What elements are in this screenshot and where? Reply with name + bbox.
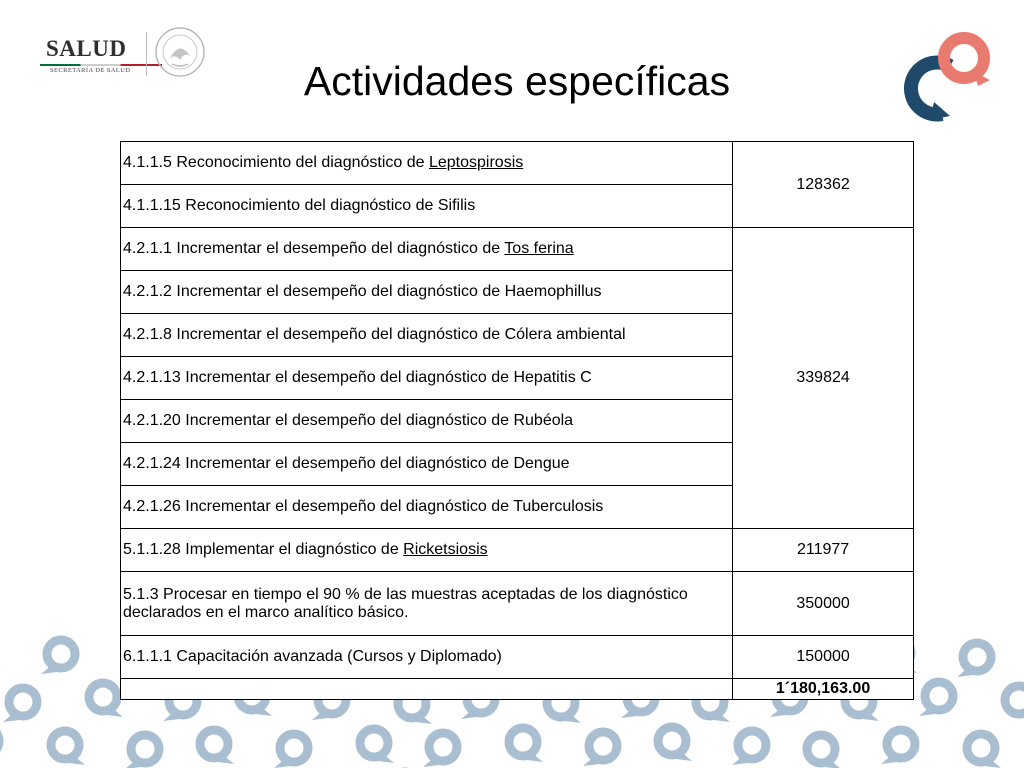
table-row — [121, 529, 914, 572]
activity-text: 4.2.1.2 Incrementar el desempeño del diagnóstico de Haemophillus — [123, 283, 602, 300]
pattern-ring-icon — [200, 730, 234, 764]
activity-cell — [121, 572, 733, 636]
table-row — [121, 572, 914, 636]
activity-underlined-term: Ricketsiosis — [403, 541, 488, 558]
activity-cell — [121, 185, 733, 228]
activity-cell — [121, 443, 733, 486]
amount-cell: 339824 — [733, 228, 914, 529]
pattern-ring-icon — [807, 735, 841, 768]
amount-cell: 211977 — [733, 529, 914, 572]
activity-text: 5.1.1.28 Implementar el diagnóstico de — [123, 541, 404, 558]
activity-cell — [121, 271, 733, 314]
activity-underlined-term: Leptospirosis — [428, 154, 524, 171]
table-row — [121, 636, 914, 679]
pattern-ring-icon — [881, 730, 915, 764]
total-row — [121, 679, 914, 700]
pattern-ring-icon — [957, 643, 991, 677]
pattern-ring-icon — [0, 636, 1, 670]
amount-cell: 128362 — [733, 142, 914, 228]
amount-cell: 350000 — [733, 572, 914, 636]
table-row — [121, 228, 914, 271]
activity-cell — [121, 228, 733, 271]
pattern-ring-icon — [732, 731, 766, 765]
activity-cell — [121, 400, 733, 443]
activity-text: 4.1.1.5 Reconocimiento del diagnóstico de — [123, 154, 429, 171]
pattern-ring-icon — [51, 731, 85, 765]
pattern-ring-icon — [274, 734, 308, 768]
total-label-cell — [121, 679, 733, 700]
activity-text: 4.2.1.8 Incrementar el desempeño del diagnóstico de Cólera ambiental — [123, 326, 626, 343]
activity-text: 4.1.1.15 Reconocimiento del diagnóstico de Sifilis — [123, 197, 476, 214]
pattern-ring-icon — [658, 727, 692, 761]
pattern-ring-icon — [89, 683, 123, 717]
activity-underlined-term: Tos ferina — [504, 240, 574, 257]
pattern-ring-icon — [509, 728, 543, 762]
activities-table — [120, 141, 914, 700]
pattern-ring-icon — [583, 732, 617, 766]
page-title: Actividades específicas — [303, 58, 731, 104]
pattern-ring-icon — [125, 735, 159, 768]
activity-text: 4.2.1.1 Incrementar el desempeño del diagnóstico de — [123, 240, 505, 257]
activity-text: 5.1.3 Procesar en tiempo el 90 % de las muestras aceptadas de los diagnóstico declarados en el marco analítico básico. — [123, 585, 688, 621]
activity-cell — [121, 529, 733, 572]
logo-name: SALUD — [46, 36, 127, 61]
activity-text: 4.2.1.20 Incrementar el desempeño del diagnóstico de Rubéola — [123, 412, 574, 429]
pattern-ring-icon — [423, 733, 457, 767]
activity-text: 6.1.1.1 Capacitación avanzada (Cursos y Diplomado) — [123, 648, 502, 665]
activity-cell — [121, 142, 733, 185]
activity-cell — [121, 314, 733, 357]
pattern-ring-icon — [360, 729, 394, 763]
activity-cell — [121, 357, 733, 400]
activity-cell — [121, 636, 733, 679]
activity-text: 4.2.1.24 Incrementar el desempeño del diagnóstico de Dengue — [123, 455, 570, 472]
pattern-ring-icon — [1005, 686, 1024, 720]
activity-cell — [121, 486, 733, 529]
activity-text: 4.2.1.26 Incrementar el desempeño del diagnóstico de Tuberculosis — [123, 498, 604, 515]
logo-subtitle: SECRETARÍA DE SALUD — [50, 67, 131, 74]
table-row — [121, 142, 914, 185]
pattern-ring-icon — [919, 682, 953, 716]
activity-text: 4.2.1.13 Incrementar el desempeño del diagnóstico de Hepatitis C — [123, 369, 592, 386]
amount-cell: 150000 — [733, 636, 914, 679]
pattern-ring-icon — [3, 688, 37, 722]
total-amount-cell: 1´180,163.00 — [733, 679, 914, 700]
pattern-ring-icon — [41, 640, 75, 674]
pattern-ring-icon — [967, 734, 1001, 768]
